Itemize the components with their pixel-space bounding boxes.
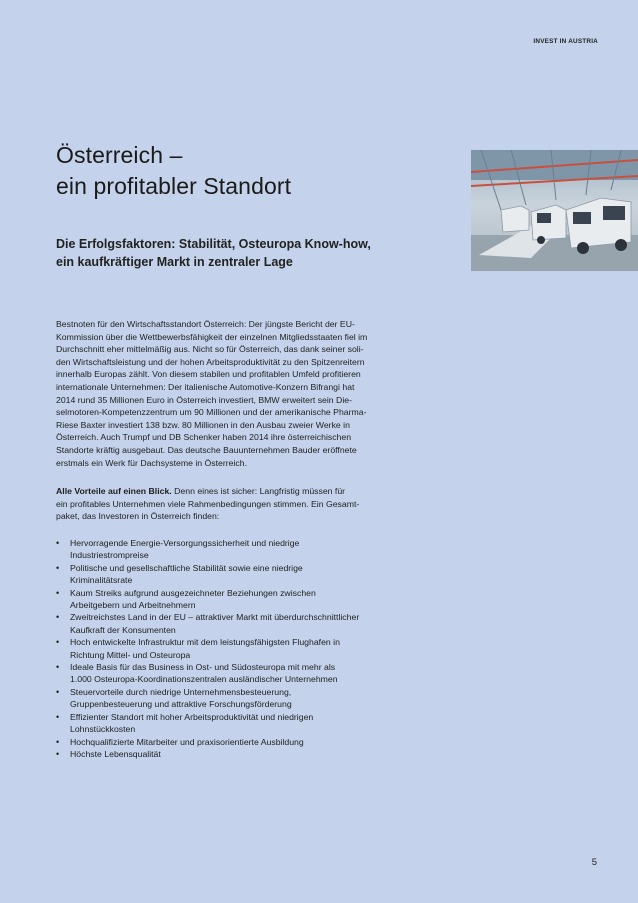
- paragraph-line: Bestnoten für den Wirtschaftsstandort Österreich: Der jüngste Bericht der EU-: [56, 319, 355, 329]
- paragraph-line: Österreich. Auch Trumpf und DB Schenker haben 2014 ihre österreichischen: [56, 432, 352, 443]
- page-subtitle: [56, 235, 456, 271]
- list-item-line: Effizienter Standort mit hoher Arbeitsproduktivität und niedrigen: [70, 711, 314, 722]
- intro-paragraph: [56, 318, 434, 469]
- list-item-line: Zweitreichstes Land in der EU – attraktiver Markt mit überdurchschnittlicher: [70, 612, 360, 623]
- list-item-line: Kriminalitätsrate: [70, 575, 133, 586]
- bullet-icon: •: [56, 538, 60, 548]
- bullet-icon: •: [56, 562, 60, 573]
- advantages-lead-rest: Denn eines ist sicher: Langfristig müssen für: [171, 486, 346, 496]
- paragraph-line: internationale Unternehmen: Der italienische Automotive-Konzern Bifrangi hat: [56, 381, 355, 392]
- bullet-icon: •: [56, 686, 60, 697]
- list-item-line: Kaufkraft der Konsumenten: [70, 624, 176, 635]
- list-item: [56, 686, 436, 711]
- list-item-line: Lohnstückkosten: [70, 724, 136, 735]
- bullet-icon: •: [56, 748, 60, 759]
- list-item-line: Richtung Mittel- und Osteuropa: [70, 649, 191, 660]
- list-item: [56, 711, 436, 736]
- list-item-line: Politische und gesellschaftliche Stabilität sowie eine niedrige: [70, 562, 303, 573]
- paragraph-line: selmotoren-Kompetenzzentrum um 90 Millionen und der amerikanische Pharma-: [56, 407, 367, 418]
- list-item-line: Hochqualifizierte Mitarbeiter und praxisorientierte Ausbildung: [70, 736, 304, 747]
- bullet-icon: •: [56, 587, 60, 598]
- bullet-icon: •: [56, 637, 60, 648]
- list-item-line: Höchste Lebensqualität: [70, 748, 161, 759]
- list-item-line: Kaum Streiks aufgrund ausgezeichneter Beziehungen zwischen: [70, 587, 316, 598]
- paragraph-line: erstmals ein Werk für Dachsysteme in Österreich.: [56, 457, 248, 468]
- advantages-lead: Alle Vorteile auf einen Blick.: [56, 486, 172, 496]
- paragraph-line: 2014 rund 35 Millionen Euro in Österreich investiert, BMW erweitert sein Die-: [56, 394, 352, 405]
- bullet-icon: •: [56, 711, 60, 722]
- list-item: [56, 611, 436, 636]
- list-item-line: Arbeitgebern und Arbeitnehmern: [70, 600, 196, 611]
- bullet-icon: •: [56, 736, 60, 747]
- list-item-line: Hoch entwickelte Infrastruktur mit dem leistungsfähigsten Flughafen in: [70, 637, 340, 648]
- paragraph-line: Riese Baxter investiert 138 bzw. 80 Millionen in den Ausbau zweier Werke in: [56, 419, 350, 430]
- advantages-paragraph: [56, 485, 434, 523]
- list-item: [56, 587, 436, 612]
- list-item-line: 1.000 Osteuropa-Koordinationszentralen ausländischer Unternehmen: [70, 674, 338, 685]
- paragraph-line: Kommission über die Wettbewerbsfähigkeit der einzelnen Mitgliedsstaaten fiel im: [56, 331, 368, 342]
- list-item: [56, 636, 436, 661]
- list-item: [56, 748, 436, 760]
- list-item: [56, 537, 436, 562]
- subtitle-line-1: Die Erfolgsfaktoren: Stabilität, Osteuropa Know-how,: [56, 237, 371, 251]
- car-factory-photo: [471, 150, 638, 271]
- list-item-line: Steuervorteile durch niedrige Unternehmensbesteuerung,: [70, 686, 292, 697]
- paragraph-line: Durchschnitt eher mittelmäßig aus. Nicht so für Österreich, das dank seiner soli-: [56, 344, 364, 355]
- advantages-list: [56, 537, 436, 760]
- paragraph-line: Standorte kräftig ausgebaut. Das deutsche Bauunternehmen Bauder eröffnete: [56, 444, 357, 455]
- bullet-icon: •: [56, 612, 60, 623]
- paragraph-line: [56, 485, 434, 498]
- subtitle-line-2: ein kaufkräftiger Markt in zentraler Lage: [56, 255, 293, 269]
- title-line-1: Österreich –: [56, 142, 183, 168]
- list-item-line: Hervorragende Energie-Versorgungssicherheit und niedrige: [70, 538, 300, 548]
- list-item: [56, 661, 436, 686]
- paragraph-line: den Wirtschaftsleistung und der hohen Arbeitsproduktivität zu den Spitzenreitern: [56, 356, 365, 367]
- list-item-line: Ideale Basis für das Business in Ost- und Südosteuropa mit mehr als: [70, 662, 336, 673]
- paragraph-line: innerhalb Europas zählt. Von diesem stabilen und profitablen Umfeld profitieren: [56, 369, 361, 380]
- list-item-line: Gruppenbesteuerung und attraktive Forschungsförderung: [70, 699, 292, 710]
- paragraph-line: paket, das Investoren in Österreich finden:: [56, 511, 220, 522]
- header-tag: INVEST IN AUSTRIA: [533, 38, 598, 45]
- title-line-2: ein profitabler Standort: [56, 173, 292, 199]
- page-title: [56, 140, 436, 202]
- paragraph-line: ein profitables Unternehmen viele Rahmenbedingungen stimmen. Ein Gesamt-: [56, 498, 360, 509]
- page-number: 5: [591, 857, 597, 868]
- list-item: [56, 736, 436, 748]
- list-item-line: Industriestrompreise: [70, 550, 149, 561]
- bullet-icon: •: [56, 662, 60, 673]
- list-item: [56, 562, 436, 587]
